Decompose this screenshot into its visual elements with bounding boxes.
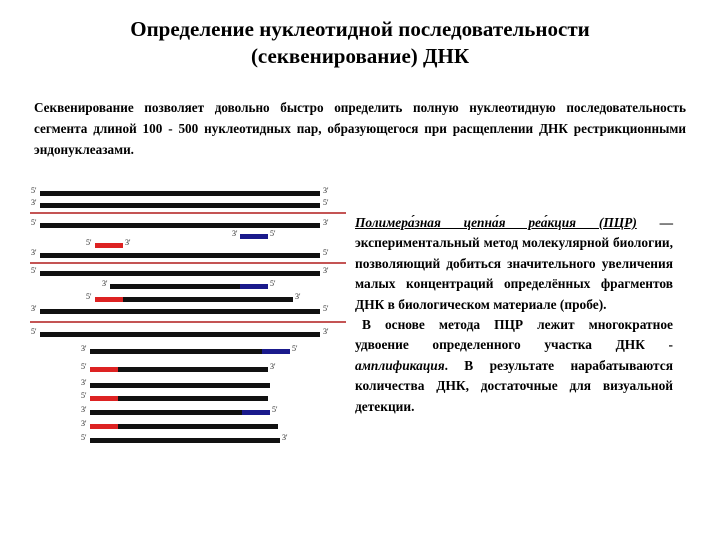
- strand-end-label: 3': [323, 266, 329, 275]
- primer-end-label: 3': [81, 378, 87, 387]
- reverse-primer: [262, 349, 290, 354]
- pcr-term: Полимера́зная цепна́я реа́кция (ПЦР): [355, 215, 637, 230]
- new-strand: [123, 297, 293, 302]
- title-line-1: Определение нуклеотидной последовательности: [130, 17, 590, 41]
- forward-primer: [95, 297, 123, 302]
- strand-end-label: 3': [323, 186, 329, 195]
- product-strand: [118, 396, 268, 401]
- forward-primer: [90, 396, 118, 401]
- forward-primer: [95, 243, 123, 248]
- reverse-primer: [242, 410, 270, 415]
- dna-strand: [40, 223, 320, 228]
- primer-end-label: 3': [282, 433, 288, 442]
- primer-end-label: 5': [81, 362, 87, 371]
- strand-end-label: 5': [323, 304, 329, 313]
- page-title: [0, 16, 720, 70]
- primer-end-label: 5': [81, 391, 87, 400]
- pcr-definition: [355, 213, 673, 315]
- reverse-primer: [240, 234, 268, 239]
- reverse-primer: [240, 284, 268, 289]
- pcr-basis-emphasis: амплификация: [355, 357, 445, 373]
- pcr-basis-part1: В основе метода ПЦР лежит многократное удвоение определенного участка ДНК -: [355, 317, 673, 353]
- primer-end-label: 5': [86, 238, 92, 247]
- dna-strand: [40, 253, 320, 258]
- forward-primer: [90, 424, 118, 429]
- strand-end-label: 3': [323, 327, 329, 336]
- strand-end-label: 5': [31, 218, 37, 227]
- dna-strand: [40, 309, 320, 314]
- primer-end-label: 3': [125, 238, 131, 247]
- primer-end-label: 5': [81, 433, 87, 442]
- dna-strand: [40, 203, 320, 208]
- product-strand: [90, 349, 290, 354]
- product-strand: [90, 383, 270, 388]
- strand-end-label: 5': [323, 198, 329, 207]
- primer-end-label: 5': [270, 229, 276, 238]
- intro-paragraph: Секвенирование позволяет довольно быстро определить полную нуклеотидную последовательность сегмента длиной 100 - 500 нуклеотидных пар, образующегося при расщеплении ДНК рестрикционными эндонуклеазами.: [34, 100, 686, 157]
- dna-strand: [40, 271, 320, 276]
- product-strand: [90, 438, 280, 443]
- product-strand: [118, 424, 278, 429]
- strand-end-label: 5': [31, 186, 37, 195]
- primer-end-label: 3': [102, 279, 108, 288]
- strand-end-label: 3': [323, 218, 329, 227]
- product-strand: [118, 367, 268, 372]
- strand-end-label: 3': [31, 198, 37, 207]
- strand-end-label: 3': [31, 304, 37, 313]
- pcr-basis: [355, 315, 673, 417]
- primer-end-label: 3': [81, 344, 87, 353]
- strand-end-label: 5': [31, 266, 37, 275]
- pcr-definition-text: экспериментальный метод молекулярной биологии, позволяющий добиться значительного увеличения малых концентраций определённых фрагментов ДНК в биологическом материале (пробе).: [355, 235, 673, 312]
- pcr-text-column: [355, 213, 673, 417]
- primer-end-label: 5': [292, 344, 298, 353]
- dna-strand: [40, 332, 320, 337]
- primer-end-label: 3': [232, 229, 238, 238]
- new-strand: [110, 284, 240, 289]
- pcr-dash: —: [636, 215, 673, 230]
- primer-end-label: 5': [270, 279, 276, 288]
- strand-end-label: 5': [323, 248, 329, 257]
- forward-primer: [90, 367, 118, 372]
- pcr-basis-part2: . В результате нарабатываются количества ДНК, достаточные для визуальной детекции.: [355, 357, 673, 414]
- title-line-2: (секвенирование) ДНК: [250, 44, 470, 68]
- dna-strand: [40, 191, 320, 196]
- pcr-diagram-svg: [30, 183, 346, 453]
- strand-end-label: 3': [31, 248, 37, 257]
- primer-end-label: 3': [81, 419, 87, 428]
- primer-end-label: 5': [272, 405, 278, 414]
- primer-end-label: 3': [295, 292, 301, 301]
- pcr-diagram: [30, 183, 346, 453]
- primer-end-label: 5': [86, 292, 92, 301]
- primer-end-label: 3': [270, 362, 276, 371]
- primer-end-label: 3': [81, 405, 87, 414]
- strand-end-label: 5': [31, 327, 37, 336]
